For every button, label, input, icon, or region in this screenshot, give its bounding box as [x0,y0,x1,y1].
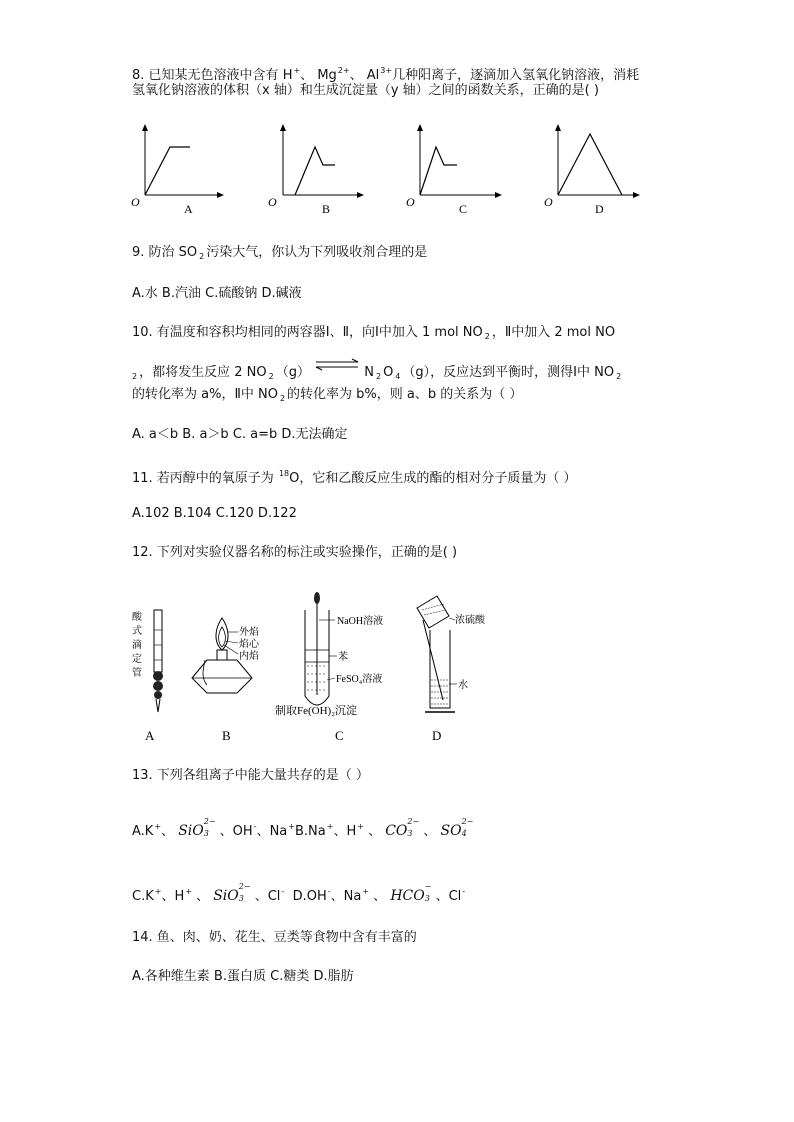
svg-text:FeSO₄溶液: FeSO₄溶液 [336,674,383,685]
figure-b-alcohol-lamp [192,618,260,743]
q10-line3: 的转化率为 a%，Ⅱ中 NO $_2$ 的转化率为 b%，则 a、b 的关系为（ ） [132,387,523,403]
svg-text:内焰: 内焰 [239,651,259,662]
figure-a-burette [132,610,163,743]
q13-options-ab: A.K+、 SiO 2− 3 、OH-、Na+B.Na+、H+ 、 CO 2− 3 、 SO 2− 4 [132,817,474,839]
q10-line1: 10. 有温度和容积均相同的两容器Ⅰ、Ⅱ，向Ⅰ中加入 1 mol NO $_2$ ，Ⅱ中加入 2 mol NO [132,325,616,341]
svg-text:制取Fe(OH)₂沉淀: 制取Fe(OH)₂沉淀 [275,705,358,717]
ion-hco3: HCO − 3 [390,882,432,904]
ion-so4: SO 2− 4 [440,817,474,839]
svg-text:外焰: 外焰 [239,627,259,638]
q8-stem-line2: 氢氧化钠溶液的体积（x 轴）和生成沉淀量（y 轴）之间的函数关系，正确的是( ) [132,83,599,98]
svg-text:酸: 酸 [132,612,142,623]
svg-text:浓硫酸: 浓硫酸 [455,615,485,626]
graph-c-label: C [459,202,468,216]
svg-text:焰心: 焰心 [239,639,259,650]
q14-options: A.各种维生素 B.蛋白质 C.糖类 D.脂肪 [132,969,354,984]
q9-stem: 9. 防治 SO $_2$ 污染大气，你认为下列吸收剂合理的是 [132,245,428,261]
svg-text:苯: 苯 [338,652,348,663]
graph-c [406,124,502,216]
q14-stem: 14. 鱼、肉、奶、花生、豆类等食物中含有丰富的 [132,930,417,945]
svg-text:滴: 滴 [132,640,142,651]
svg-text:管: 管 [132,668,142,679]
figure-d-label: D [432,728,442,743]
graph-b [268,124,364,216]
q10-options: A. a＜b B. a＞b C. a=b D.无法确定 [132,427,348,442]
q12-apparatus-figures [125,590,485,746]
svg-text:式: 式 [132,626,142,637]
ion-sio3-c: SiO 2− 3 [213,882,251,904]
equilibrium-arrow [314,358,360,372]
figure-a-label: A [145,728,155,743]
q8-stem-line1: 8. 已知某无色溶液中含有 H+、 $Mg^{2+}$、 $Al^{3+}$几种阳离子，逐滴加入氢氧化钠溶液，消耗 [132,66,640,83]
svg-text:定: 定 [132,654,142,665]
q8-graph-options [125,122,665,218]
ion-sio3: SiO 2− 3 [178,817,216,839]
q9-options: A.水 B.汽油 C.硫酸钠 D.碱液 [132,286,302,301]
q13-options-cd: C.K+、H+ 、 SiO 2− 3 、Cl- D.OH-、Na+ 、 HCO − 3 、Cl- [132,882,466,904]
q11-stem: 11. 若丙醇中的氧原子为 $^{18}$O，它和乙酸反应生成的酯的相对分子质量为（ ） [132,469,577,486]
q11-options: A.102 B.104 C.120 D.122 [132,506,297,521]
q12-stem: 12. 下列对实验仪器名称的标注或实验操作，正确的是( ) [132,545,458,560]
q13-stem: 13. 下列各组离子中能大量共存的是（ ） [132,768,369,783]
graph-c-origin: O [406,195,415,209]
graph-a [131,124,224,216]
ion-co3: CO 2− 3 [385,817,420,839]
svg-text:NaOH溶液: NaOH溶液 [337,616,384,627]
q10-line2: $_2$ ，都将发生反应 2 NO $_2$ （g） N $_2$ O $_4$ （g），反应达到平衡时，测得Ⅰ中 NO $_2$ [132,364,623,386]
figure-c-label: C [335,728,344,743]
graph-b-origin: O [268,195,277,209]
figure-c-test-tube [275,592,383,743]
graph-d [544,124,640,216]
figure-b-label: B [222,728,231,743]
figure-d-dilution [417,596,485,743]
graph-d-label: D [595,202,604,216]
svg-text:水: 水 [458,680,468,691]
graph-d-origin: O [544,195,553,209]
graph-b-label: B [322,202,331,216]
graph-a-label: A [184,202,193,216]
graph-a-origin: O [131,195,140,209]
